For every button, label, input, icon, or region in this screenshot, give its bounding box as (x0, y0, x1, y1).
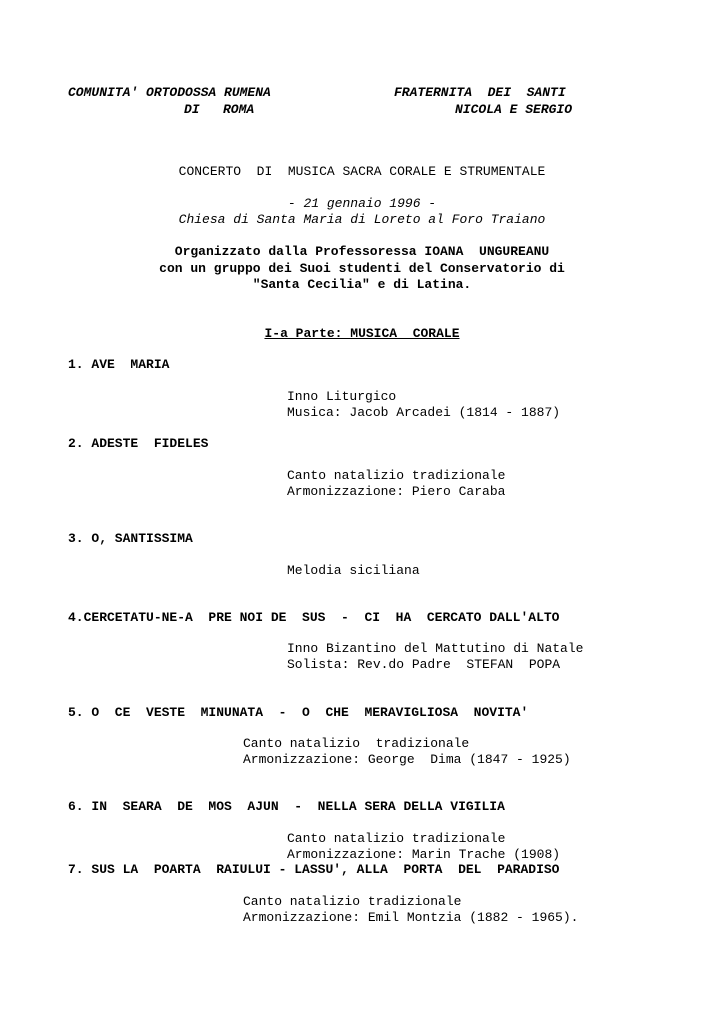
program-item-line: Inno Liturgico (287, 389, 397, 404)
program-item-line: Canto natalizio tradizionale (243, 894, 462, 909)
organizer-line3: "Santa Cecilia" e di Latina. (252, 277, 472, 292)
program-item-line: Musica: Jacob Arcadei (1814 - 1887) (287, 405, 561, 420)
program-item-line: Canto natalizio tradizionale (287, 831, 506, 846)
header-right-line2: NICOLA E SERGIO (455, 102, 573, 117)
header-left-line1: COMUNITA' ORTODOSSA RUMENA (68, 85, 271, 100)
program-item-title: 4.CERCETATU-NE-A PRE NOI DE SUS - CI HA CERCATO DALL'ALTO (68, 610, 560, 625)
section-title: I-a Parte: MUSICA CORALE (264, 326, 460, 341)
program-item-line: Inno Bizantino del Mattutino di Natale (287, 641, 584, 656)
organizer-line2: con un gruppo dei Suoi studenti del Conservatorio di (159, 261, 565, 276)
concert-title: CONCERTO DI MUSICA SACRA CORALE E STRUMENTALE (178, 164, 546, 179)
program-item-title: 5. O CE VESTE MINUNATA - O CHE MERAVIGLIOSA NOVITA' (68, 705, 529, 720)
program-item-title: 6. IN SEARA DE MOS AJUN - NELLA SERA DELLA VIGILIA (68, 799, 505, 814)
program-item-title: 7. SUS LA POARTA RAIULUI - LASSU', ALLA PORTA DEL PARADISO (68, 862, 560, 877)
program-item-line: Canto natalizio tradizionale (287, 468, 506, 483)
program-item-title: 3. O, SANTISSIMA (68, 531, 193, 546)
program-item-line: Melodia siciliana (287, 563, 420, 578)
program-item-title: 1. AVE MARIA (68, 357, 170, 372)
header-right-line1: FRATERNITA DEI SANTI (394, 85, 566, 100)
program-item-line: Canto natalizio tradizionale (243, 736, 470, 751)
organizer-line1: Organizzato dalla Professoressa IOANA UNGUREANU (174, 244, 550, 259)
program-item-line: Armonizzazione: Marin Trache (1908) (287, 847, 561, 862)
concert-venue: Chiesa di Santa Maria di Loreto al Foro Traiano (178, 212, 546, 227)
program-item-line: Solista: Rev.do Padre STEFAN POPA (287, 657, 561, 672)
program-item-title: 2. ADESTE FIDELES (68, 436, 209, 451)
program-item-line: Armonizzazione: George Dima (1847 - 1925) (243, 752, 571, 767)
concert-date: - 21 gennaio 1996 - (287, 196, 437, 211)
program-item-line: Armonizzazione: Emil Montzia (1882 - 1965). (243, 910, 579, 925)
header-left-line2: DI ROMA (184, 102, 255, 117)
program-item-line: Armonizzazione: Piero Caraba (287, 484, 506, 499)
